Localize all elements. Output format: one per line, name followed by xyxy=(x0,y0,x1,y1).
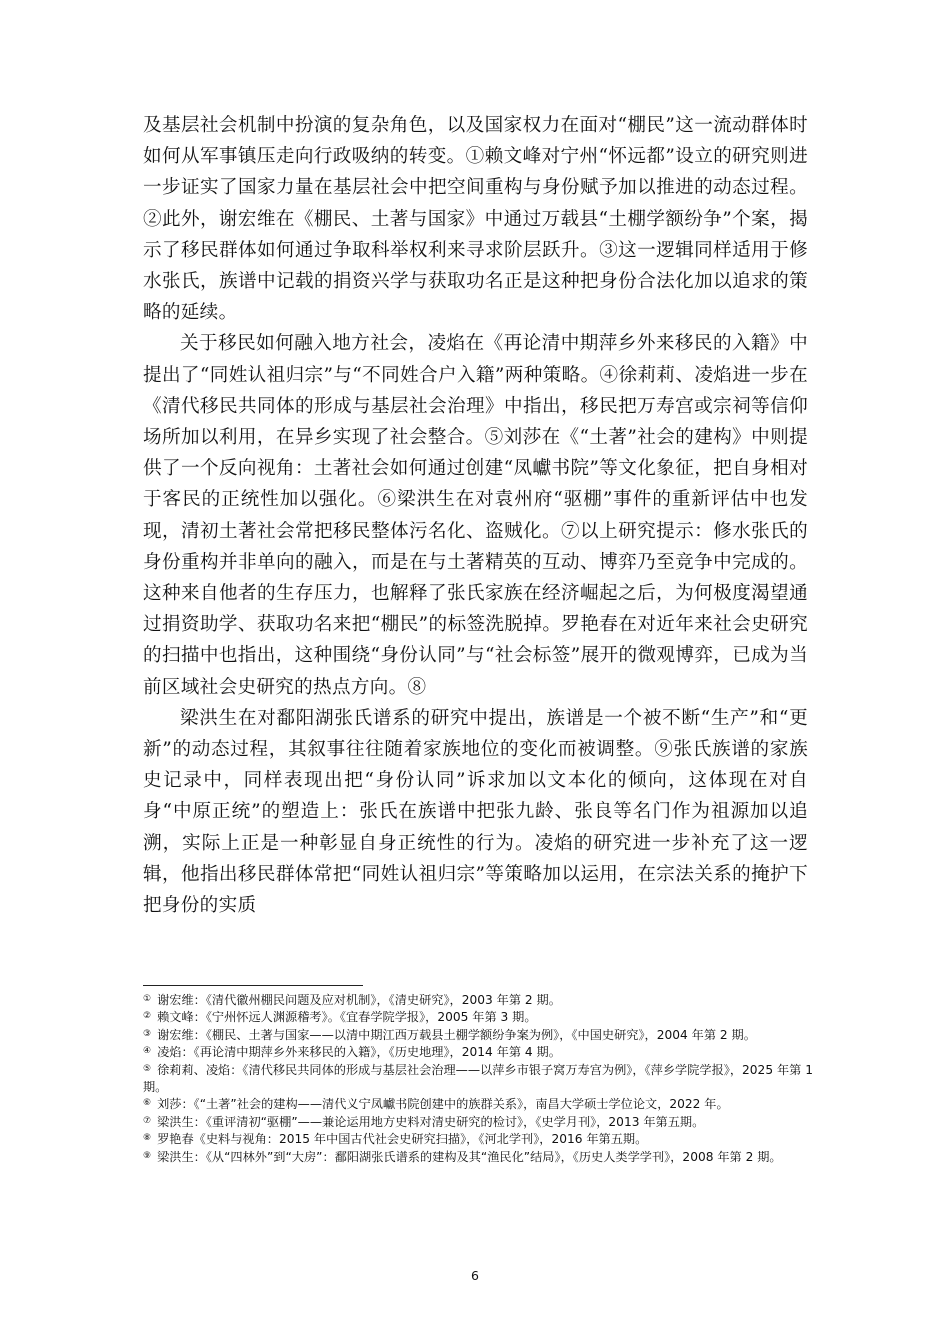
footnote-separator xyxy=(143,985,363,986)
footnote xyxy=(143,992,815,1009)
footnote-text: 徐莉莉、凌焰：《清代移民共同体的形成与基层社会治理——以萍乡市银子窝万寿宫为例》，《萍乡学院学报》，2025 年第 1 期。 xyxy=(143,1062,813,1095)
footnote-text: 谢宏维：《清代徽州棚民问题及应对机制》，《清史研究》，2003 年第 2 期。 xyxy=(157,993,561,1007)
paragraph-integration-strategies: 关于移民如何融入地方社会，凌焰在《再论清中期萍乡外来移民的入籍》中提出了“同姓认祖归宗”与“不同姓合户入籍”两种策略。④徐莉莉、凌焰进一步在《清代移民共同体的形成与基层社会治理》中指出，移民把万寿宫或宗祠等信仰场所加以利用，在异乡实现了社会整合。⑤刘莎在《“土著”社会的建构》中则提供了一个反向视角：土著社会如何通过创建“凤巘书院”等文化象征，把自身相对于客民的正统性加以强化。⑥梁洪生在对袁州府“驱棚”事件的重新评估中也发现，清初土著社会常把移民整体污名化、盗贼化。⑦以上研究提示：修水张氏的身份重构并非单向的融入，而是在与土著精英的互动、博弈乃至竞争中完成的。这种来自他者的生存压力，也解释了张氏家族在经济崛起之后，为何极度渴望通过捐资助学、获取功名来把“棚民”的标签洗脱掉。罗艳春在对近年来社会史研究的扫描中也指出，这种围绕“身份认同”与“社会标签”展开的微观博弈，已成为当前区域社会史研究的热点方向。⑧ xyxy=(143,333,808,698)
footnote xyxy=(143,1044,815,1061)
footnote xyxy=(143,1149,815,1166)
footnote-text: 凌焰：《再论清中期萍乡外来移民的入籍》，《历史地理》，2014 年第 4 期。 xyxy=(157,1045,561,1060)
footnote-text: 罗艳春《史料与视角：2015 年中国古代社会史研究扫描》，《河北学刊》，2016 年第五期。 xyxy=(157,1132,648,1147)
paragraph-continuation: 及基层社会机制中扮演的复杂角色，以及国家权力在面对“棚民”这一流动群体时如何从军事镇压走向行政吸纳的转变。①赖文峰对宁州“怀远都”设立的研究则进一步证实了国家力量在基层社会中把空间重构与身份赋予加以推进的动态过程。②此外，谢宏维在《棚民、土著与国家》中通过万载县“土棚学额纷争”个案，揭示了移民群体如何通过争取科举权利来寻求阶层跃升。③这一逻辑同样适用于修水张氏，族谱中记载的捐资兴学与获取功名正是这种把身份合法化加以追求的策略的延续。 xyxy=(143,115,808,324)
footnote-text: 刘莎：《“土著”社会的建构——清代义宁凤巘书院创建中的族群关系》，南昌大学硕士学位论文，2022 年。 xyxy=(157,1097,729,1112)
footnote-mark: ⑨ xyxy=(143,1150,152,1161)
footnote-mark: ⑧ xyxy=(143,1133,152,1144)
footnote-mark: ⑦ xyxy=(143,1115,152,1126)
footnotes xyxy=(143,992,815,1166)
footnote-mark: ④ xyxy=(143,1046,152,1057)
footnote-text: 梁洪生：《从“四林外”到“大房”：鄱阳湖张氏谱系的建构及其“渔民化”结局》，《历史人类学学刊》，2008 年第 2 期。 xyxy=(157,1149,782,1164)
footnote xyxy=(143,1131,815,1148)
footnote-mark: ⑥ xyxy=(143,1098,152,1109)
footnote-mark: ② xyxy=(143,1011,152,1022)
footnote xyxy=(143,1114,815,1131)
page-number: 6 xyxy=(471,1268,479,1283)
footnote-mark: ① xyxy=(143,994,152,1004)
paragraph-genealogy: 梁洪生在对鄱阳湖张氏谱系的研究中提出，族谱是一个被不断“生产”和“更新”的动态过程，其叙事往往随着家族地位的变化而被调整。⑨张氏族谱的家族史记录中，同样表现出把“身份认同”诉求加以文本化的倾向，这体现在对自身“中原正统”的塑造上：张氏在族谱中把张九龄、张良等名门作为祖源加以追溯，实际上正是一种彰显自身正统性的行为。凌焰的研究进一步补充了这一逻辑，他指出移民群体常把“同姓认祖归宗”等策略加以运用，在宗法关系的掩护下把身份的实质 xyxy=(143,707,808,917)
footnote xyxy=(143,1027,815,1044)
footnote xyxy=(143,1009,815,1026)
footnote xyxy=(143,1096,815,1113)
footnote-text: 梁洪生：《重评清初“驱棚”——兼论运用地方史料对清史研究的检讨》，《史学月刊》，2013 年第五期。 xyxy=(157,1114,705,1129)
footnote-mark: ⑤ xyxy=(143,1063,152,1074)
footnote xyxy=(143,1062,815,1097)
footnote-text: 谢宏维：《棚民、土著与国家——以清中期江西万载县土棚学额纷争案为例》，《中国史研究》，2004 年第 2 期。 xyxy=(157,1027,756,1042)
footnote-text: 赖文峰：《宁州怀远人渊源稽考》。《宜春学院学报》，2005 年第 3 期。 xyxy=(157,1010,537,1025)
body-text xyxy=(143,110,808,921)
footnote-mark: ③ xyxy=(143,1028,152,1039)
